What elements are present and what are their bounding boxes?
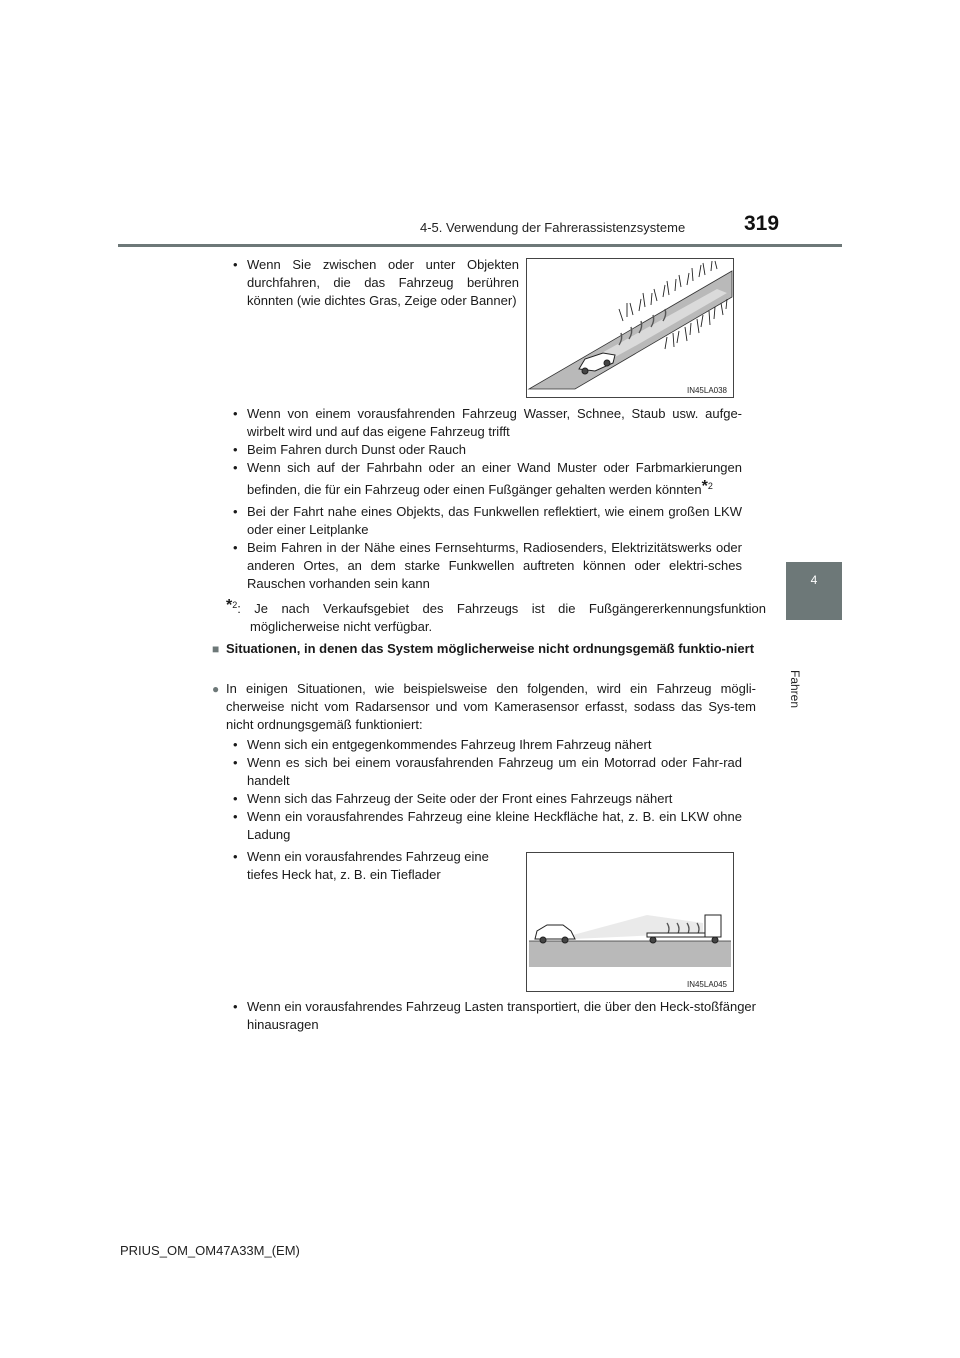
section-title: 4-5. Verwendung der Fahrerassistenzsysteme bbox=[420, 220, 686, 235]
chapter-number: 4 bbox=[810, 573, 818, 587]
list-item: • Beim Fahren in der Nähe eines Fernsehturms, Radiosenders, Elektrizitätswerks oder anderen Ortes, an dem starke Funkwellen auftreten können oder elektri-sches Rauschen vorhanden sein kann bbox=[233, 539, 742, 593]
header-rule bbox=[118, 244, 842, 247]
chapter-label: Fahren bbox=[788, 670, 802, 709]
tall-grass-illustration bbox=[527, 259, 733, 397]
list-item: • Wenn sich auf der Fahrbahn oder an einer Wand Muster oder Farbmarkierungen befinden, die für ein Fahrzeug oder einen Fußgänger gehalten werden könnten*$^2$ bbox=[233, 459, 742, 499]
footnote: *$^2$: Je nach Verkaufsgebiet des Fahrzeugs ist die Fußgängererkennungsfunktion möglicherweise nicht verfügbar. bbox=[226, 597, 766, 634]
bullet-loads: • Wenn ein vorausfahrendes Fahrzeug Lasten transportiert, die über den Heck-stoßfänger hinausragen bbox=[233, 998, 756, 1034]
list-item: • Wenn von einem vorausfahrenden Fahrzeug Wasser, Schnee, Staub usw. aufge-wirbelt wird und auf das eigene Fahrzeug trifft bbox=[233, 405, 742, 441]
figure-tall-grass bbox=[526, 258, 734, 398]
intro-paragraph: ● In einigen Situationen, wie beispielsweise den folgenden, wird ein Fahrzeug mögli-cherweise nicht vom Radarsensor und vom Kamerasensor erfasst, sodass das Sys-tem nicht ordnungsgemäß funktioniert: bbox=[212, 680, 756, 734]
figure-label: IN45LA045 bbox=[686, 980, 727, 989]
list-item: • Beim Fahren durch Dunst oder Rauch bbox=[233, 441, 742, 459]
list-item: • Bei der Fahrt nahe eines Objekts, das Funkwellen reflektiert, wie einem großen LKW oder einer Leitplanke bbox=[233, 503, 742, 539]
bullet-list-interference bbox=[233, 405, 742, 593]
low-loader-illustration bbox=[527, 853, 733, 991]
chapter-tab bbox=[786, 562, 842, 620]
bullet-objects: • Wenn Sie zwischen oder unter Objekten durchfahren, die das Fahrzeug berühren könnten (wie dichtes Gras, Zeige oder Banner) bbox=[233, 256, 519, 310]
page-number: 319 bbox=[744, 212, 780, 235]
section-heading: ■ Situationen, in denen das System möglicherweise nicht ordnungsgemäß funktio-niert bbox=[212, 640, 756, 658]
list-item: • Wenn sich ein entgegenkommendes Fahrzeug Ihrem Fahrzeug nähert bbox=[233, 736, 742, 754]
list-item: • Wenn sich das Fahrzeug der Seite oder der Front eines Fahrzeugs nähert bbox=[233, 790, 742, 808]
list-item: • Wenn es sich bei einem vorausfahrenden Fahrzeug um ein Motorrad oder Fahr-rad handelt bbox=[233, 754, 742, 790]
bullet-list-situations bbox=[233, 736, 742, 844]
figure-label: IN45LA038 bbox=[686, 386, 727, 395]
bullet-low-loader: • Wenn ein vorausfahrendes Fahrzeug eine tiefes Heck hat, z. B. ein Tieflader bbox=[233, 848, 519, 884]
figure-low-loader bbox=[526, 852, 734, 992]
list-item: • Wenn ein vorausfahrendes Fahrzeug eine kleine Heckfläche hat, z. B. ein LKW ohne Ladung bbox=[233, 808, 742, 844]
document-id: PRIUS_OM_OM47A33M_(EM) bbox=[120, 1243, 300, 1258]
